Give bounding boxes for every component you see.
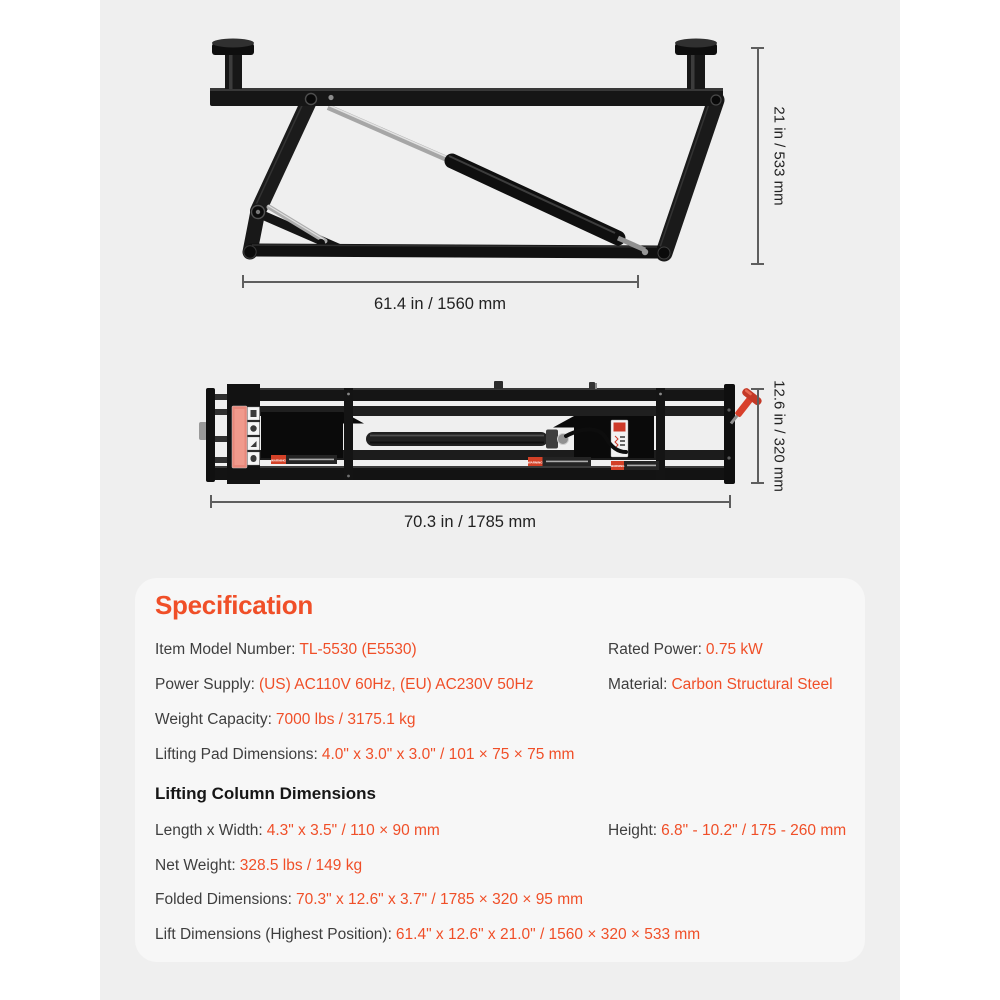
folded-height-dim-line: [757, 389, 759, 483]
dim-cap: [751, 263, 764, 265]
warning-strip-middle: [528, 457, 591, 466]
spec-row-lifting-pad-dimensions: [155, 746, 574, 764]
spec-label: Length x Width:: [155, 822, 263, 839]
lift-folded-top-diagram: [100, 370, 800, 500]
warning-strip-right: [611, 461, 659, 470]
spec-value: 4.0" x 3.0" x 3.0" / 101 × 75 × 75 mm: [321, 746, 575, 763]
spec-title: Specification: [155, 590, 313, 620]
spec-row-height: [608, 822, 846, 840]
spec-label: Height:: [608, 822, 658, 839]
dim-cap: [751, 388, 764, 390]
hydraulic-cylinder: [328, 105, 645, 250]
raised-length-dim-line: [242, 281, 638, 283]
warning-sticker-left: [232, 406, 260, 468]
spec-value: 4.3" x 3.5" / 110 × 90 mm: [266, 822, 440, 839]
spec-value: TL-5530 (E5530): [299, 641, 417, 658]
svg-text:WARNING: WARNING: [271, 458, 286, 463]
spec-row-net-weight: [155, 857, 362, 875]
spec-value: 0.75 kW: [705, 641, 763, 658]
spec-label: Lifting Pad Dimensions:: [155, 746, 318, 763]
spec-label: Weight Capacity:: [155, 711, 272, 728]
folded-hydraulic-cylinder: [366, 430, 569, 449]
lift-right-arm: [659, 100, 716, 253]
folded-length-dim-line: [210, 501, 730, 503]
right-lifting-pad: [675, 39, 717, 90]
spec-value: 328.5 lbs / 149 kg: [239, 857, 363, 874]
spec-row-material: [608, 676, 833, 694]
spec-label: Net Weight:: [155, 857, 236, 874]
spec-label: Item Model Number:: [155, 641, 296, 658]
lift-left-arm: [250, 97, 338, 252]
spec-value: (US) AC110V 60Hz, (EU) AC230V 50Hz: [258, 676, 534, 693]
raised-length-dim-label: 61.4 in / 1560 mm: [373, 295, 507, 313]
spec-value: 61.4" x 12.6" x 21.0" / 1560 × 320 × 533 mm: [395, 926, 701, 943]
spec-label: Rated Power:: [608, 641, 702, 658]
dim-cap: [637, 275, 639, 288]
folded-height-dim-label: 12.6 in / 320 mm: [770, 380, 788, 492]
spec-value: 7000 lbs / 3175.1 kg: [275, 711, 416, 728]
spec-value: 70.3" x 12.6" x 3.7" / 1785 × 320 × 95 mm: [295, 891, 584, 908]
spec-row-length-width: [155, 822, 440, 840]
spec-label: Folded Dimensions:: [155, 891, 292, 908]
spec-row-power-supply: [155, 676, 533, 694]
lift-bottom-beam: [252, 245, 657, 252]
raised-height-dim-line: [757, 48, 759, 264]
spec-row-weight-capacity: [155, 711, 416, 729]
dim-cap: [242, 275, 244, 288]
spec-label: Material:: [608, 676, 668, 693]
dim-cap: [210, 495, 212, 508]
dim-cap: [751, 482, 764, 484]
lift-top-beam: [210, 88, 723, 106]
spec-label: Power Supply:: [155, 676, 255, 693]
spec-row-folded-dimensions: [155, 891, 583, 909]
spec-value: Carbon Structural Steel: [671, 676, 833, 693]
dim-cap: [751, 47, 764, 49]
spec-row-lift-dimensions: [155, 926, 700, 944]
specification-card: [135, 578, 865, 962]
warning-strip-left: [271, 455, 337, 464]
spec-row-rated-power: [608, 641, 763, 659]
spec-subsection-title: Lifting Column Dimensions: [155, 784, 376, 803]
dim-cap: [729, 495, 731, 508]
spec-value: 6.8" - 10.2" / 175 - 260 mm: [661, 822, 847, 839]
svg-text:WARNING: WARNING: [527, 460, 543, 465]
folded-length-dim-label: 70.3 in / 1785 mm: [403, 513, 537, 531]
raised-height-dim-label: 21 in / 533 mm: [770, 106, 788, 206]
spec-row-item-model-number: [155, 641, 417, 659]
svg-text:WARNING: WARNING: [610, 464, 625, 469]
left-lifting-pad: [212, 39, 254, 90]
spec-label: Lift Dimensions (Highest Position):: [155, 926, 392, 943]
